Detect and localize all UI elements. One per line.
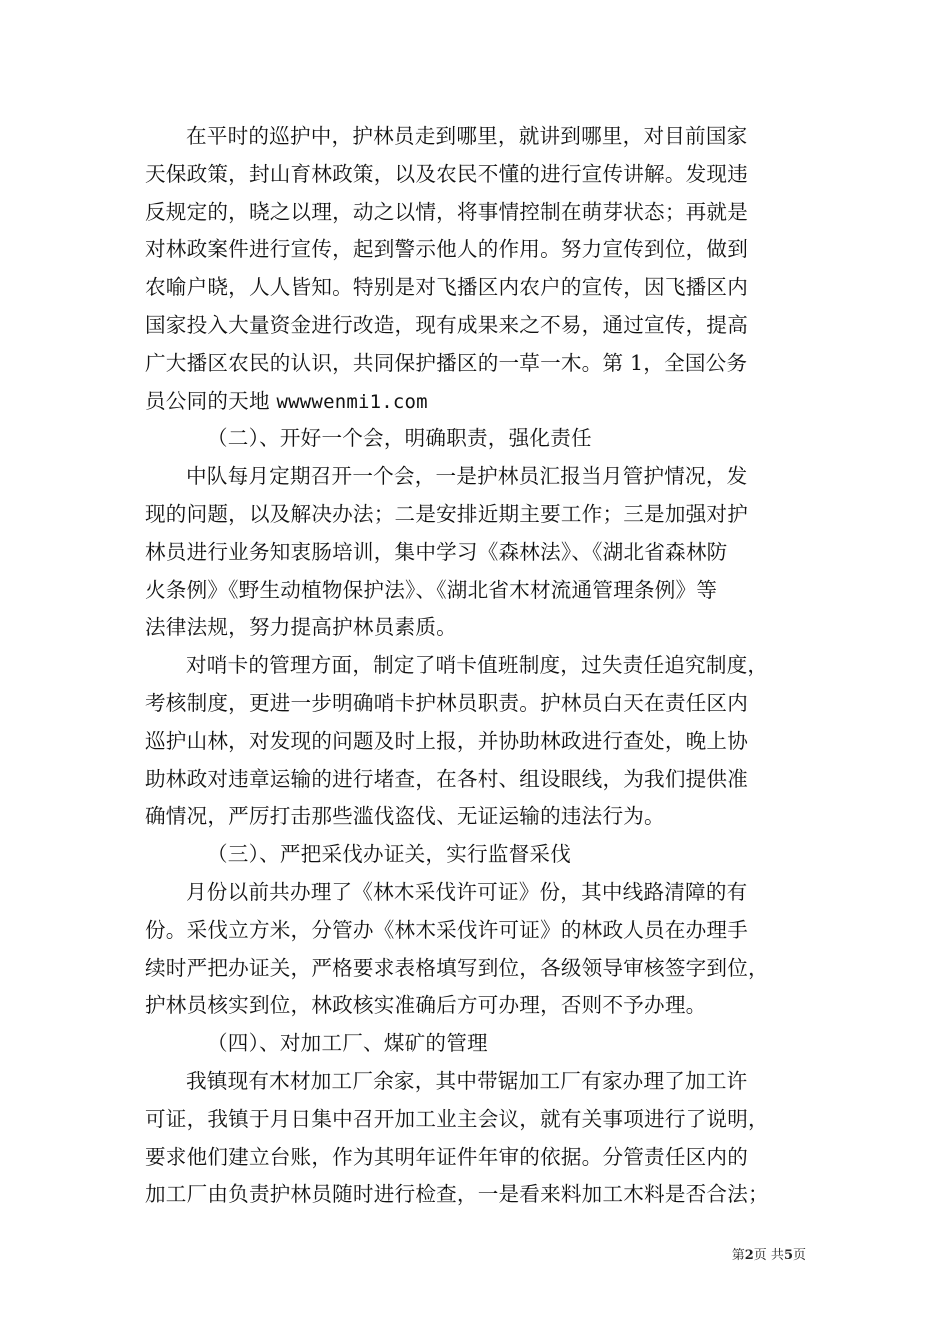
paragraph-line: 在平时的巡护中，护林员走到哪里，就讲到哪里，对目前国家: [186, 124, 748, 148]
paragraph-line: 可证，我镇于月日集中召开加工业主会议，就有关事项进行了说明，: [145, 1106, 769, 1131]
paragraph-line: 续时严把办证关，严格要求表格填写到位，各级领导审核签字到位，: [145, 955, 769, 980]
paragraph-line: 天保政策，封山育林政策，以及农民不懂的进行宣传讲解。发现违: [145, 161, 749, 186]
paragraph-line: 考核制度，更进一步明确哨卡护林员职责。护林员白天在责任区内: [145, 690, 749, 715]
paragraph-line: 国家投入大量资金进行改造，现有成果来之不易，通过宣传，提高: [145, 312, 749, 337]
section-heading: （四）、对加工厂、煤矿的管理: [207, 1031, 488, 1056]
section-heading: （三）、严把采伐办证关，实行监督采伐: [207, 842, 571, 867]
body-text: [145, 118, 817, 1214]
paragraph-line: 月份以前共办理了《林木采伐许可证》份，其中线路清障的有: [186, 879, 748, 904]
paragraph-line: 加工厂由负责护林员随时进行检查，一是看来料加工木料是否合法；: [145, 1182, 769, 1207]
paragraph-line: 份。采伐立方米，分管办《林木采伐许可证》的林政人员在办理手: [145, 917, 749, 942]
paragraph-line: 反规定的，晓之以理，动之以情，将事情控制在萌芽状态；再就是: [145, 199, 749, 224]
paragraph-line: 护林员核实到位，林政核实准确后方可办理，否则不予办理。: [145, 993, 707, 1018]
footer-suffix: 页: [792, 1248, 806, 1263]
paragraph-line: 现的问题，以及解决办法；二是安排近期主要工作；三是加强对护: [145, 501, 749, 526]
paragraph-line: 农喻户晓，人人皆知。特别是对飞播区内农户的宣传，因飞播区内: [145, 275, 749, 300]
paragraph-text: 员公同的天地: [145, 388, 270, 413]
paragraph-line: 确情况，严厉打击那些滥伐盗伐、无证运输的违法行为。: [145, 804, 665, 829]
paragraph-line: 对哨卡的管理方面，制定了哨卡值班制度，过失责任追究制度，: [186, 653, 769, 678]
footer-total-pages: 5: [783, 1248, 793, 1263]
paragraph-line: 要求他们建立台账，作为其明年证件年审的依据。分管责任区内的: [145, 1144, 749, 1169]
paragraph-line: 法律法规，努力提高护林员素质。: [145, 615, 457, 640]
section-heading: （二）、开好一个会，明确职责，强化责任: [207, 426, 592, 451]
footer-prefix: 第: [731, 1248, 745, 1263]
paragraph-line: 林员进行业务知衷肠培训，集中学习《森林法》、《湖北省森林防: [145, 539, 728, 564]
footer-page-number: 2: [744, 1248, 754, 1263]
paragraph-line: [145, 383, 817, 421]
paragraph-line: 助林政对违章运输的进行堵查，在各村、组设眼线，为我们提供准: [145, 766, 749, 791]
website-text: wwwwenmi1.com: [276, 390, 428, 413]
paragraph-line: 广大播区农民的认识，共同保护播区的一草一木。第 1，全国公务: [145, 350, 748, 375]
footer-middle: 页 共: [753, 1248, 784, 1263]
paragraph-line: 中队每月定期召开一个会，一是护林员汇报当月管护情况，发: [186, 464, 748, 489]
paragraph-line: 对林政案件进行宣传，起到警示他人的作用。努力宣传到位，做到: [145, 237, 749, 262]
paragraph-line: 火条例》《野生动植物保护法》、《湖北省木材流通管理条例》等: [145, 577, 718, 602]
paragraph-line: 巡护山林，对发现的问题及时上报，并协助林政进行查处，晚上协: [145, 728, 749, 753]
paragraph-line: 我镇现有木材加工厂余家，其中带锯加工厂有家办理了加工许: [186, 1068, 748, 1093]
page-footer: [0, 1244, 806, 1263]
